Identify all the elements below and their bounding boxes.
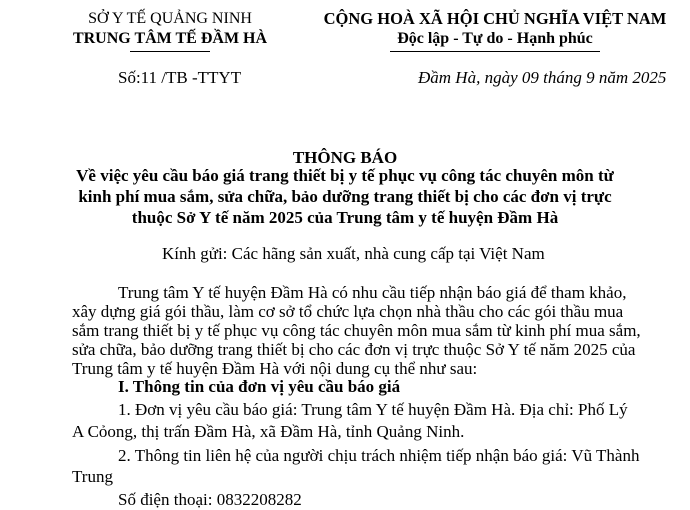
- subject-line-3: thuộc Sở Y tế năm 2025 của Trung tâm y tế huyện Đầm Hà: [131, 208, 559, 227]
- document-title: THÔNG BÁO: [292, 148, 398, 167]
- paragraph-1-line-4: sửa chữa, bảo dưỡng trang thiết bị cho các đơn vị trực thuộc Sở Y tế năm 2025 của: [72, 340, 636, 359]
- paragraph-1-line-5: Trung tâm y tế huyện Đầm Hà với nội dung cụ thể như sau:: [72, 359, 478, 378]
- item-2-line-1: 2. Thông tin liên hệ của người chịu trách nhiệm tiếp nhận báo giá: Vũ Thành: [118, 446, 640, 465]
- paragraph-1-line-1: Trung tâm Y tế huyện Đầm Hà có nhu cầu tiếp nhận báo giá để tham khảo,: [118, 283, 627, 302]
- section-1-heading: I. Thông tin của đơn vị yêu cầu báo giá: [118, 377, 401, 396]
- document-date: Đầm Hà, ngày 09 tháng 9 năm 2025: [418, 68, 667, 87]
- subject-line-1: Về việc yêu cầu báo giá trang thiết bị y tế phục vụ công tác chuyên môn từ: [76, 166, 614, 185]
- recipient-line: Kính gửi: Các hãng sản xuất, nhà cung cấp tại Việt Nam: [162, 244, 545, 263]
- header-right-underline: [390, 51, 600, 52]
- national-title: CỘNG HOÀ XÃ HỘI CHỦ NGHĨA VIỆT NAM: [323, 9, 667, 28]
- paragraph-1-line-3: sắm trang thiết bị y tế phục vụ công tác chuyên môn mua sắm từ kinh phí mua sắm,: [72, 321, 641, 340]
- document-number: Số:11 /TB -TTYT: [118, 68, 242, 87]
- header-left-underline: [130, 51, 210, 52]
- paragraph-1-line-2: xây dựng giá gói thầu, làm cơ sở tổ chức lựa chọn nhà thầu cho các gói thầu mua: [72, 302, 624, 321]
- item-1-line-1: 1. Đơn vị yêu cầu báo giá: Trung tâm Y tế huyện Đầm Hà. Địa chỉ: Phố Lý: [118, 400, 628, 419]
- unit-name: TRUNG TÂM TẾ ĐẦM HÀ: [72, 30, 268, 47]
- subject-line-2: kinh phí mua sắm, sửa chữa, bảo dưỡng trang thiết bị cho các đơn vị trực: [78, 187, 612, 206]
- agency-name: SỞ Y TẾ QUẢNG NINH: [88, 10, 252, 27]
- national-motto: Độc lập - Tự do - Hạnh phúc: [397, 30, 593, 47]
- phone-line: Số điện thoại: 0832208282: [118, 490, 302, 509]
- item-2-line-2: Trung: [72, 467, 113, 486]
- item-1-line-2: A Cỏong, thị trấn Đầm Hà, xã Đầm Hà, tỉnh Quảng Ninh.: [72, 422, 465, 441]
